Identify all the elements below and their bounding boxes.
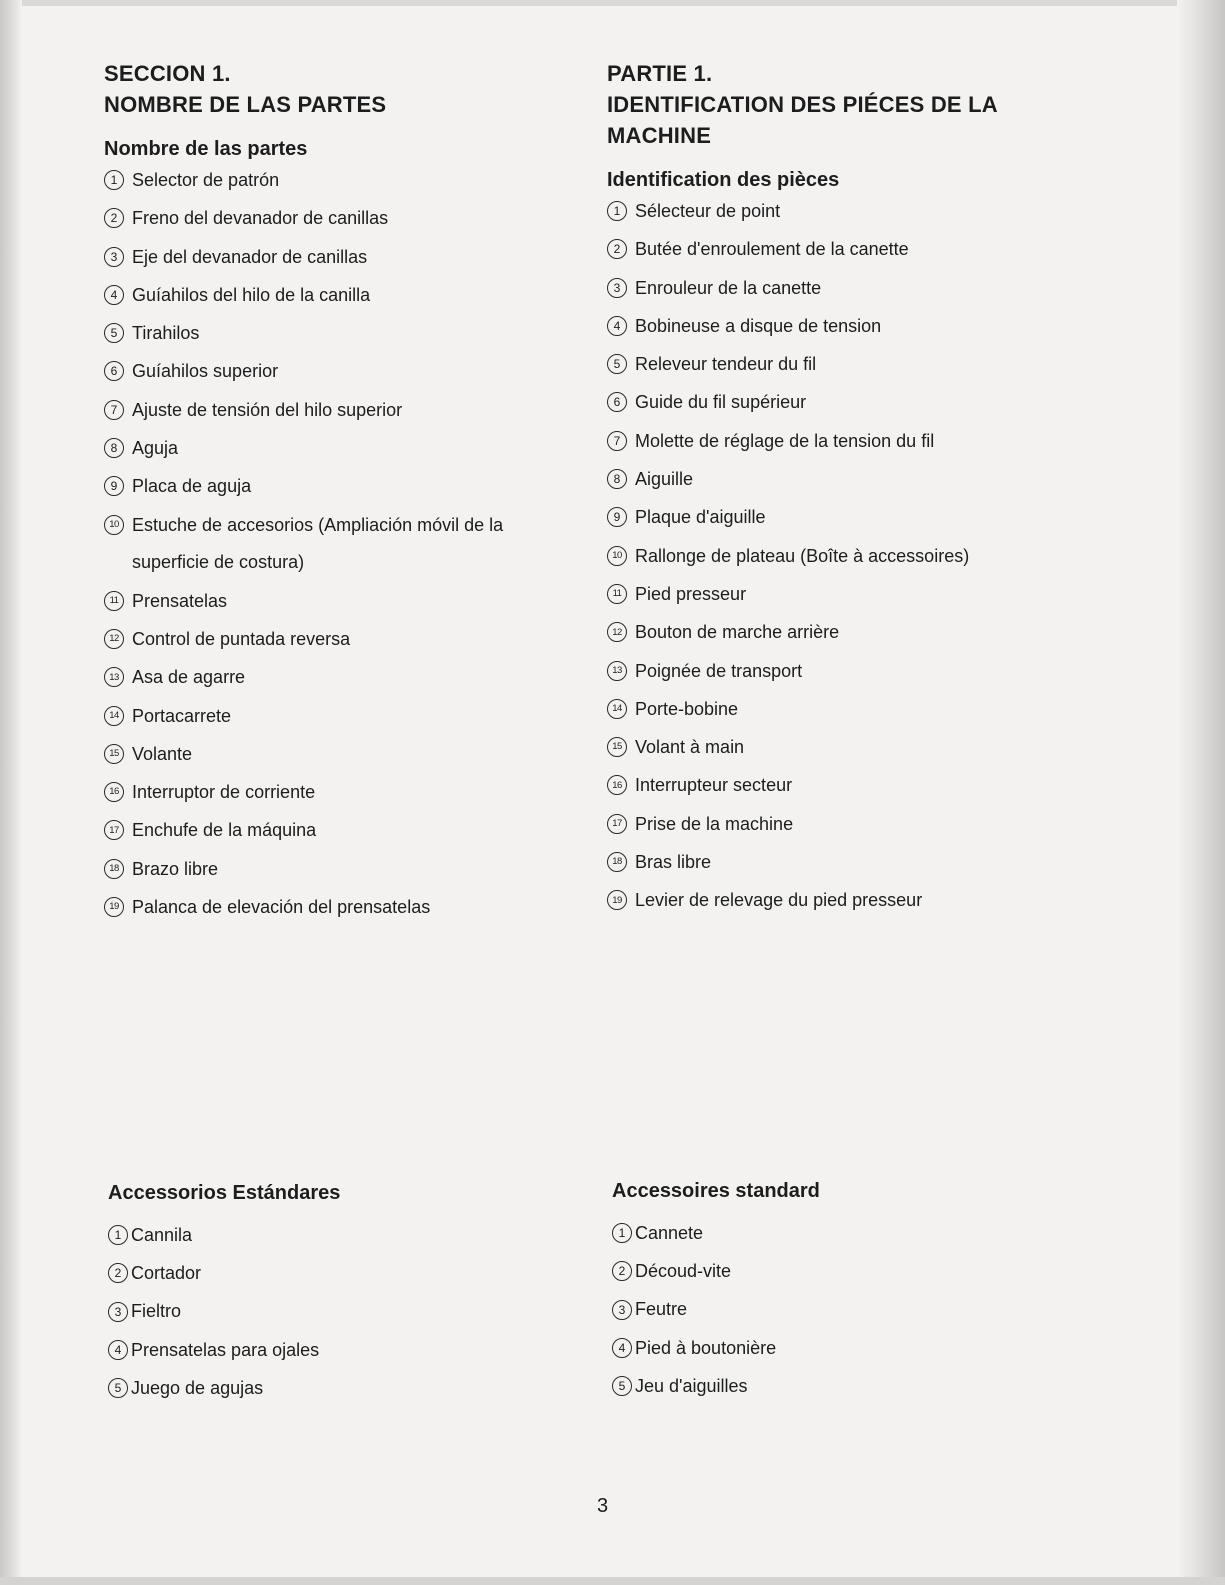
circled-number-icon: 8 [607,469,627,489]
item-label: Guíahilos del hilo de la canilla [132,284,371,305]
item-label: Interruptor de corriente [132,782,316,803]
spanish-accessories-title: Accessorios Estándares [108,1182,341,1204]
item-label: Feutre [635,1299,688,1320]
item-label: Rallonge de plateau (Boîte à accessoires) [635,545,970,566]
circled-number-icon: 10 [607,546,627,566]
scan-edge-top [0,0,1225,6]
circled-number-icon: 1 [607,201,627,221]
circled-number-icon: 2 [108,1263,128,1283]
circled-number-icon: 17 [104,820,124,840]
item-label: Portacarrete [132,705,232,726]
spanish-accessories [108,1180,568,1407]
item-label: Tirahilos [132,323,200,344]
item-label: Juego de agujas [131,1377,264,1398]
french-section-title [607,58,1127,151]
circled-number-icon: 5 [104,323,124,343]
circled-number-icon: 1 [108,1225,128,1245]
item-label: Control de puntada reversa [132,628,351,649]
circled-number-icon: 3 [108,1302,128,1322]
scan-edge-bottom [0,1577,1225,1585]
item-label: Placa de aguja [132,476,252,497]
french-section-title-line1: PARTIE 1. [607,61,713,86]
item-label: Aiguille [635,469,694,490]
item-label: Estuche de accesorios (Ampliación móvil de la superficie de costura) [132,514,504,572]
french-accessories [612,1178,1072,1405]
item-label: Eje del devanador de canillas [132,246,368,267]
circled-number-icon: 5 [607,354,627,374]
spanish-accessories-item [108,1216,568,1254]
item-label: Ajuste de tensión del hilo superior [132,399,403,420]
french-accessories-item [612,1367,1072,1405]
item-label: Cortador [131,1262,202,1283]
circled-number-icon: 15 [607,737,627,757]
circled-number-icon: 18 [607,852,627,872]
spanish-section-title [104,58,584,120]
spanish-parts-column [104,58,584,935]
french-section-title-line2: IDENTIFICATION DES PIÉCES DE LA [607,92,998,117]
circled-number-icon: 19 [607,890,627,910]
circled-number-icon: 5 [108,1378,128,1398]
item-label: Fieltro [131,1301,182,1322]
spanish-accessories-item [108,1293,568,1331]
french-accessories-item [612,1252,1072,1290]
circled-number-icon: 18 [104,859,124,879]
spanish-accessories-list [108,1216,568,1407]
scan-edge-left [0,0,22,1585]
circled-number-icon: 9 [607,507,627,527]
circled-number-icon: 3 [612,1300,632,1320]
item-label: Plaque d'aiguille [635,507,766,528]
circled-number-icon: 11 [104,591,124,611]
item-label: Palanca de elevación del prensatelas [132,897,431,918]
circled-number-icon: 14 [607,699,627,719]
spanish-items-item [104,897,584,935]
circled-number-icon: 12 [607,622,627,642]
circled-number-icon: 2 [104,208,124,228]
french-parts-subtitle: Identification des pièces [607,169,840,191]
circled-number-icon: 4 [607,316,627,336]
circled-number-icon: 7 [104,400,124,420]
circled-number-icon: 10 [104,515,124,535]
spanish-accessories-item [108,1369,568,1407]
item-label: Pied à boutonière [635,1337,777,1358]
item-label: Bouton de marche arrière [635,622,840,643]
spanish-parts-subtitle: Nombre de las partes [104,138,308,160]
french-items-item [607,890,1127,928]
circled-number-icon: 3 [607,278,627,298]
item-label: Pied presseur [635,583,747,604]
item-label: Enchufe de la máquina [132,820,317,841]
item-label: Guide du fil supérieur [635,392,807,413]
item-label: Volant à main [635,737,745,758]
french-accessories-item [612,1329,1072,1367]
item-label: Poignée de transport [635,660,803,681]
spanish-section-title-line1: SECCION 1. [104,61,231,86]
item-label: Enrouleur de la canette [635,277,822,298]
item-label: Découd-vite [635,1260,732,1281]
circled-number-icon: 12 [104,629,124,649]
item-label: Asa de agarre [132,667,246,688]
spanish-accessories-item [108,1331,568,1369]
circled-number-icon: 13 [607,661,627,681]
item-label: Molette de réglage de la tension du fil [635,430,935,451]
spanish-items-item [104,515,584,591]
item-label: Releveur tendeur du fil [635,354,817,375]
circled-number-icon: 1 [612,1223,632,1243]
french-parts-list [607,201,1127,929]
item-label: Porte-bobine [635,698,739,719]
circled-number-icon: 14 [104,706,124,726]
item-label: Cannete [635,1222,704,1243]
circled-number-icon: 17 [607,814,627,834]
item-label: Aguja [132,438,179,459]
circled-number-icon: 8 [104,438,124,458]
item-label: Selector de patrón [132,170,280,190]
circled-number-icon: 9 [104,476,124,496]
item-label: Prensatelas para ojales [131,1339,320,1360]
item-label: Levier de relevage du pied presseur [635,890,923,911]
spanish-section-title-line2: NOMBRE DE LAS PARTES [104,92,387,117]
page-number: 3 [597,1495,609,1517]
item-label: Volante [132,743,193,764]
item-label: Guíahilos superior [132,361,279,382]
circled-number-icon: 16 [104,782,124,802]
french-section-title-line3: MACHINE [607,123,712,148]
french-accessories-title: Accessoires standard [612,1180,820,1202]
item-label: Butée d'enroulement de la canette [635,239,909,260]
circled-number-icon: 1 [104,170,124,190]
circled-number-icon: 11 [607,584,627,604]
circled-number-icon: 3 [104,247,124,267]
circled-number-icon: 2 [607,239,627,259]
item-label: Freno del devanador de canillas [132,208,389,229]
circled-number-icon: 5 [612,1376,632,1396]
item-label: Prensatelas [132,590,228,611]
spanish-accessories-item [108,1254,568,1292]
item-label: Prise de la machine [635,813,794,834]
circled-number-icon: 15 [104,744,124,764]
french-accessories-item [612,1291,1072,1329]
circled-number-icon: 7 [607,431,627,451]
item-label: Jeu d'aiguilles [635,1375,748,1396]
item-label: Interrupteur secteur [635,775,793,796]
item-label: Bobineuse a disque de tension [635,315,882,336]
item-label: Cannila [131,1224,193,1245]
circled-number-icon: 4 [108,1340,128,1360]
circled-number-icon: 6 [104,361,124,381]
circled-number-icon: 4 [104,285,124,305]
french-parts-column [607,58,1127,929]
circled-number-icon: 13 [104,667,124,687]
french-accessories-list [612,1214,1072,1405]
circled-number-icon: 16 [607,775,627,795]
circled-number-icon: 6 [607,392,627,412]
french-accessories-item [612,1214,1072,1252]
circled-number-icon: 2 [612,1261,632,1281]
spanish-parts-list [104,170,584,935]
circled-number-icon: 19 [104,897,124,917]
scan-edge-right [1177,0,1225,1585]
circled-number-icon: 4 [612,1338,632,1358]
item-label: Bras libre [635,852,712,873]
item-label: Brazo libre [132,858,219,879]
item-label: Sélecteur de point [635,201,781,221]
